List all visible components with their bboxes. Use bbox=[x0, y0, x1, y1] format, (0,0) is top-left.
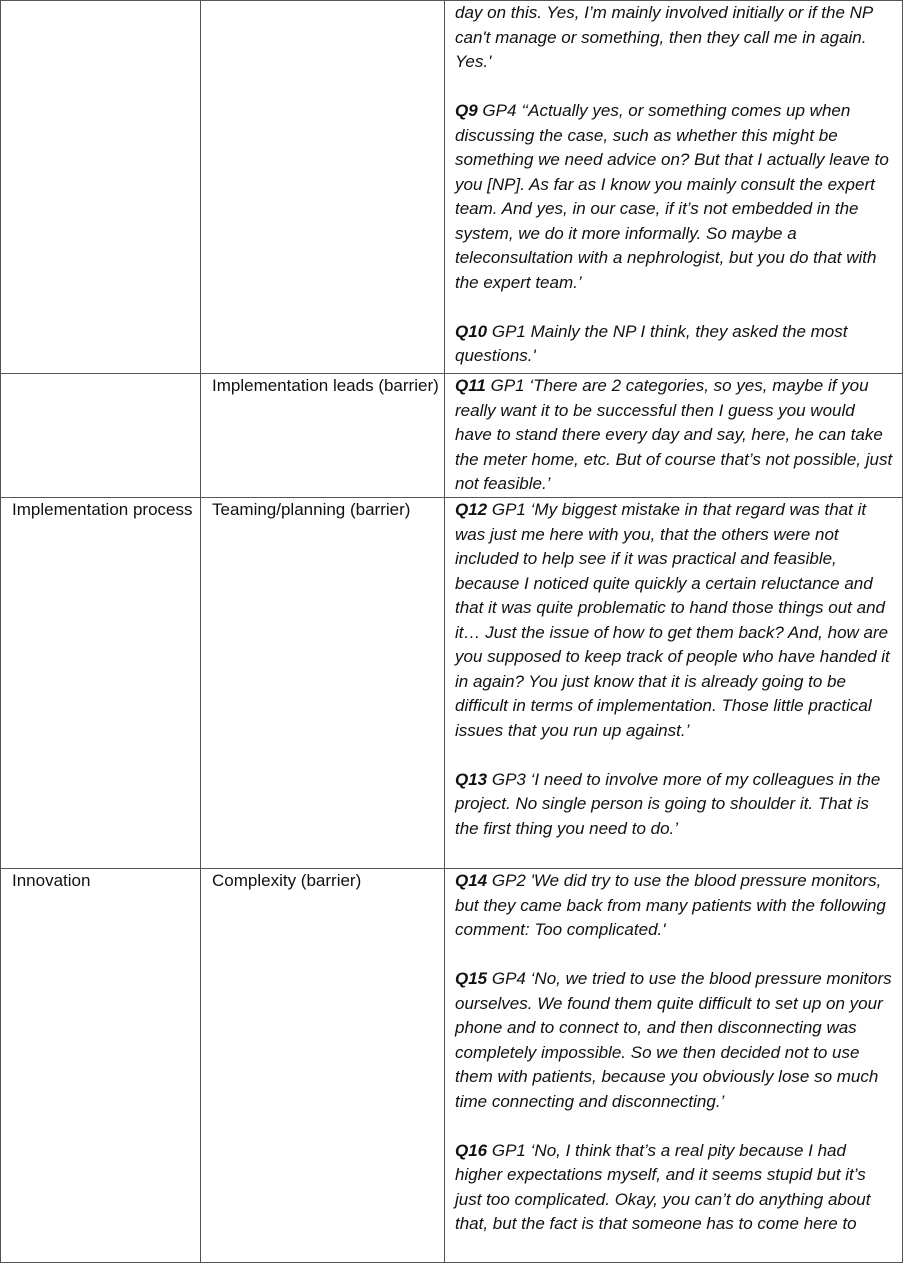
quote-speaker: GP4 bbox=[482, 101, 517, 120]
quote-entry bbox=[455, 967, 894, 1114]
quote-text: ‘‘Actually yes, or something comes up when discussing the case, such as whether this might be something we need advice on? But that I actually leave to you [NP]. As far as I know you mainly consult the expert team. And yes, in our case, if it’s not embedded in the system, we do it more informally. So maybe a teleconsultation with a nephrologist, but you do that with the expert team.’ bbox=[455, 101, 889, 292]
quote-speaker: GP1 bbox=[491, 500, 526, 519]
table-row bbox=[1, 374, 903, 498]
quote-text: ‘My biggest mistake in that regard was that it was just me here with you, that the others were not included to help see if it was practical and feasible, because I noticed quite quickly a certain reluctance and that it was quite problematic to hand those things out and it… Just the issue of how to get them back? And, how are you supposed to keep track of people who have handed it in again? You just know that it is already going to be difficult in terms of implementation. Those little practical issues that you run up against.’ bbox=[455, 500, 890, 740]
domain-cell bbox=[1, 869, 201, 1263]
construct-label: Implementation leads (barrier) bbox=[212, 376, 439, 395]
construct-cell bbox=[201, 498, 445, 869]
table-row bbox=[1, 869, 903, 1263]
domain-label: Innovation bbox=[12, 871, 91, 890]
quote-id: Q15 bbox=[455, 969, 488, 988]
construct-cell bbox=[201, 374, 445, 498]
quote-entry bbox=[455, 869, 894, 943]
table-row bbox=[1, 498, 903, 869]
quote-entry bbox=[455, 768, 894, 842]
quote-id: Q12 bbox=[455, 500, 488, 519]
quote-text: Mainly the NP I think, they asked the most questions.' bbox=[455, 321, 848, 365]
quote-id: Q9 bbox=[455, 101, 478, 120]
quote-speaker: GP2 bbox=[491, 871, 526, 890]
quote-speaker: GP1 bbox=[491, 1140, 526, 1160]
table-row bbox=[1, 1, 903, 374]
quote-id: Q10 bbox=[455, 321, 488, 341]
quote-id: Q14 bbox=[455, 871, 488, 890]
quotes-cell bbox=[445, 869, 903, 1263]
quote-id: Q11 bbox=[455, 376, 486, 395]
quote-entry bbox=[455, 99, 894, 295]
quote-id: Q13 bbox=[455, 769, 488, 789]
quote-speaker: GP1 bbox=[490, 376, 525, 395]
quote-text: ‘I need to involve more of my colleagues in the project. No single person is going to shoulder it. That is the first thing you need to do.’ bbox=[455, 769, 881, 838]
domain-cell bbox=[1, 1, 201, 374]
quote-entry bbox=[455, 374, 894, 497]
quote-id: Q16 bbox=[455, 1140, 488, 1160]
quotes-cell bbox=[445, 498, 903, 869]
construct-label: Complexity (barrier) bbox=[212, 871, 362, 890]
quote-entry bbox=[455, 320, 894, 369]
construct-cell bbox=[201, 869, 445, 1263]
domain-cell bbox=[1, 498, 201, 869]
domain-cell bbox=[1, 374, 201, 498]
quote-text: 'We did try to use the blood pressure monitors, but they came back from many patients with the following comment: Too complicated.' bbox=[455, 871, 886, 939]
quote-speaker: GP4 bbox=[491, 969, 526, 988]
quote-speaker: GP3 bbox=[491, 769, 526, 789]
quote-text: ‘There are 2 categories, so yes, maybe if you really want it to be successful then I guess you would have to stand there every day and say, here, he can take the meter home, etc. But of course that’s not possible, just not feasible.’ bbox=[455, 376, 893, 493]
quotes-cell bbox=[445, 1, 903, 374]
construct-label: Teaming/planning (barrier) bbox=[212, 500, 411, 519]
domain-label: Implementation process bbox=[12, 500, 193, 519]
quote-text: ‘No, we tried to use the blood pressure monitors ourselves. We found them quite difficult to set up on your phone and to connect to, and then disconnecting was completely impossible. So we then decided not to use them with patients, because you obviously lose so much time connecting and disconnecting.’ bbox=[455, 969, 892, 1111]
construct-cell bbox=[201, 1, 445, 374]
quote-entry bbox=[455, 1139, 894, 1237]
quotes-cell bbox=[445, 374, 903, 498]
quote-speaker: GP1 bbox=[491, 321, 526, 341]
quote-text: ‘No, I think that’s a real pity because I had higher expectations myself, and it seems stupid but it’s just too complicated. Okay, you can’t do anything about that, but the fact is that someone has to come here to bbox=[455, 1140, 871, 1233]
quote-entry bbox=[455, 498, 894, 743]
quote-text: day on this. Yes, I’m mainly involved initially or if the NP can't manage or something, then they call me in again. Yes.' bbox=[455, 3, 873, 71]
